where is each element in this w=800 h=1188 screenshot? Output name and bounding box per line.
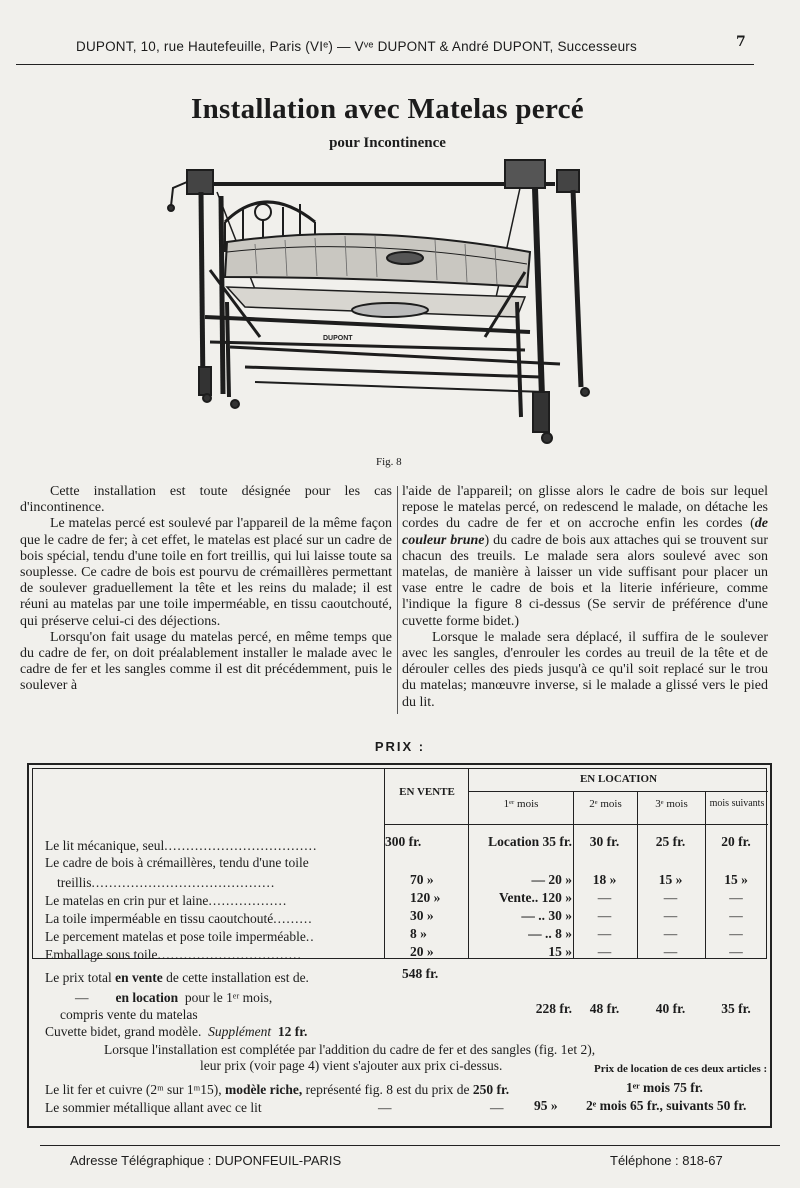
- price-cell: —: [597, 890, 612, 905]
- note-line: leur prix (voir page 4) vient s'ajouter aux prix ci-dessus.: [200, 1058, 503, 1073]
- total-sale-line: Le prix total en vente de cette installation est de.: [45, 970, 309, 985]
- box-spring-price: 95 »: [534, 1098, 558, 1113]
- table-row: Le lit mécanique, seul...................................: [45, 838, 318, 853]
- cuvette-line: Cuvette bidet, grand modèle. Supplément 12 fr.: [45, 1024, 308, 1039]
- total-rental-value: 48 fr.: [589, 1001, 620, 1016]
- price-cell: 20 »: [410, 944, 434, 959]
- price-cell: —: [597, 926, 612, 941]
- page-title: Installation avec Matelas percé: [191, 93, 584, 125]
- footer-rule: [40, 1145, 780, 1146]
- price-cell: 25 fr.: [655, 834, 686, 849]
- price-cell: 70 »: [410, 872, 434, 887]
- price-cell: 15 »: [658, 872, 683, 887]
- paragraph: l'aide de l'appareil; on glisse alors le cadre de bois sur lequel repose le matelas percé, on redescend le malade, on détache les cordes du cadre de fer et on accroche enfin les cordes (de couleur brune) du cadre de bois aux attaches qui se trouvent sur chacun des treuils. Le malade sera alors soulevé avec son matelas, de manière à laisser un vide suffisant pour placer un vase entre le cadre de bois et la literie inférieure, comme l'indique la figure 8 ci-dessus (Se servir de préférence d'une cuvette forme bidet.): [402, 484, 768, 629]
- table-row: Le cadre de bois à crémaillères, tendu d'une toile: [45, 855, 309, 870]
- box-spring-rental: 2ᵉ mois 65 fr., suivants 50 fr.: [586, 1098, 747, 1113]
- price-cell: — .. 30 »: [521, 908, 572, 923]
- figure-caption: Fig. 8: [376, 456, 402, 468]
- page-number: 7: [736, 34, 746, 50]
- running-header: DUPONT, 10, rue Hautefeuille, Paris (VIᵉ) — Vᵛᵉ DUPONT & André DUPONT, Successeurs: [76, 39, 637, 54]
- dash: —: [378, 1100, 392, 1115]
- table-row: La toile imperméable en tissu caoutchouté.........: [45, 911, 313, 926]
- total-rental-line-2: compris vente du matelas: [60, 1007, 198, 1022]
- paragraph: Cette installation est toute désignée pour les cas d'incontinence.: [20, 484, 392, 516]
- price-cell: — .. 8 »: [528, 926, 572, 941]
- price-cell: —: [597, 908, 612, 923]
- price-cell: —: [729, 944, 743, 959]
- telegraph-address: Adresse Télégraphique : DUPONFEUIL-PARIS: [70, 1153, 342, 1168]
- price-cell: Vente.. 120 »: [499, 890, 572, 905]
- col-header-month1: 1ᵉʳ mois: [503, 798, 539, 810]
- total-rental-value: 35 fr.: [721, 1001, 751, 1016]
- total-rental-line: — en location pour le 1ᵉʳ mois,: [75, 990, 273, 1005]
- total-rental-value: 40 fr.: [655, 1001, 686, 1016]
- text-column-right: [402, 484, 768, 711]
- note-line: Lorsque l'installation est complétée par l'addition du cadre de fer et des sangles (fig. 1et 2),: [104, 1042, 596, 1057]
- price-cell: — 20 »: [531, 872, 572, 887]
- col-header-vente: EN VENTE: [399, 786, 455, 798]
- total-rental-value: 228 fr.: [535, 1001, 572, 1016]
- paragraph: Lorsqu'on fait usage du matelas percé, en même temps que du cadre de fer, on doit préalablement installer le malade avec le cadre de fer et les sangles comme il est dit précédemment, puis le soulever à: [20, 629, 392, 694]
- price-cell: —: [597, 944, 612, 959]
- price-cell: 120 »: [410, 890, 441, 905]
- price-cell: 15 »: [548, 944, 572, 959]
- deluxe-bed-line: Le lit fer et cuivre (2ᵐ sur 1ᵐ15), modèle riche, représenté fig. 8 est du prix de 250 fr.: [45, 1082, 510, 1097]
- table-row-continued: treillis..........................................: [57, 875, 276, 890]
- col-header-following: mois suivants: [709, 798, 765, 809]
- price-cell: —: [663, 944, 678, 959]
- price-cell: —: [729, 890, 743, 905]
- brand-plate: DUPONT: [323, 335, 353, 342]
- price-cell: 30 fr.: [589, 834, 620, 849]
- price-cell: 300 fr.: [385, 834, 422, 849]
- price-cell: —: [729, 908, 743, 923]
- rental-caption: Prix de location de ces deux articles :: [594, 1063, 768, 1075]
- price-cell: 15 »: [724, 872, 748, 887]
- deluxe-rental: 1ᵉʳ mois 75 fr.: [626, 1080, 703, 1095]
- col-header-month2: 2ᵉ mois: [589, 798, 622, 810]
- table-row: Le percement matelas et pose toile imperméable..: [45, 929, 315, 944]
- column-divider: [397, 486, 398, 714]
- price-cell: —: [663, 908, 678, 923]
- telephone: Téléphone : 818-67: [610, 1153, 723, 1168]
- col-header-location: EN LOCATION: [579, 773, 658, 785]
- total-sale-value: 548 fr.: [402, 966, 439, 981]
- price-cell: —: [663, 890, 678, 905]
- price-cell: —: [729, 926, 743, 941]
- text-column-left: [20, 484, 392, 695]
- price-cell: Location 35 fr.: [488, 834, 572, 849]
- box-spring-line: Le sommier métallique allant avec ce lit: [45, 1100, 262, 1115]
- col-header-month3: 3ᵉ mois: [655, 798, 688, 810]
- price-heading: PRIX :: [374, 739, 426, 754]
- price-cell: 20 fr.: [721, 834, 751, 849]
- paragraph: Le matelas percé est soulevé par l'appareil de la même façon que le cadre de fer; à cet effet, le matelas est placé sur un cadre de bois spécial, tendu d'une toile en fort treillis, qui lui laisse toute sa souplesse. Ce cadre de bois est pourvu de crémaillères permettant de soulever graduellement la tête et les reins du malade; il est réuni au matelas par une toile imperméable, en tissu caoutchouté, qui préserve celui-ci des déjections.: [20, 516, 392, 629]
- paragraph: Lorsque le malade sera déplacé, il suffira de le soulever avec les sangles, d'enrouler les cordes au treuil de la tête et de dérouler celles des pieds jusqu'à ce qu'il soit replacé sur le trou du matelas; manœuvre inverse, si le malade a glissé vers le pied du lit.: [402, 629, 768, 710]
- dash: —: [490, 1100, 504, 1115]
- price-cell: 18 »: [592, 872, 617, 887]
- price-cell: 8 »: [410, 926, 427, 941]
- table-row: Emballage sous toile.................................: [45, 947, 302, 962]
- price-cell: —: [663, 926, 678, 941]
- table-row: Le matelas en crin pur et laine..................: [45, 893, 288, 908]
- header-rule: [16, 64, 754, 65]
- price-cell: 30 »: [410, 908, 434, 923]
- page-subtitle: pour Incontinence: [329, 135, 446, 151]
- bed-illustration: [165, 152, 615, 450]
